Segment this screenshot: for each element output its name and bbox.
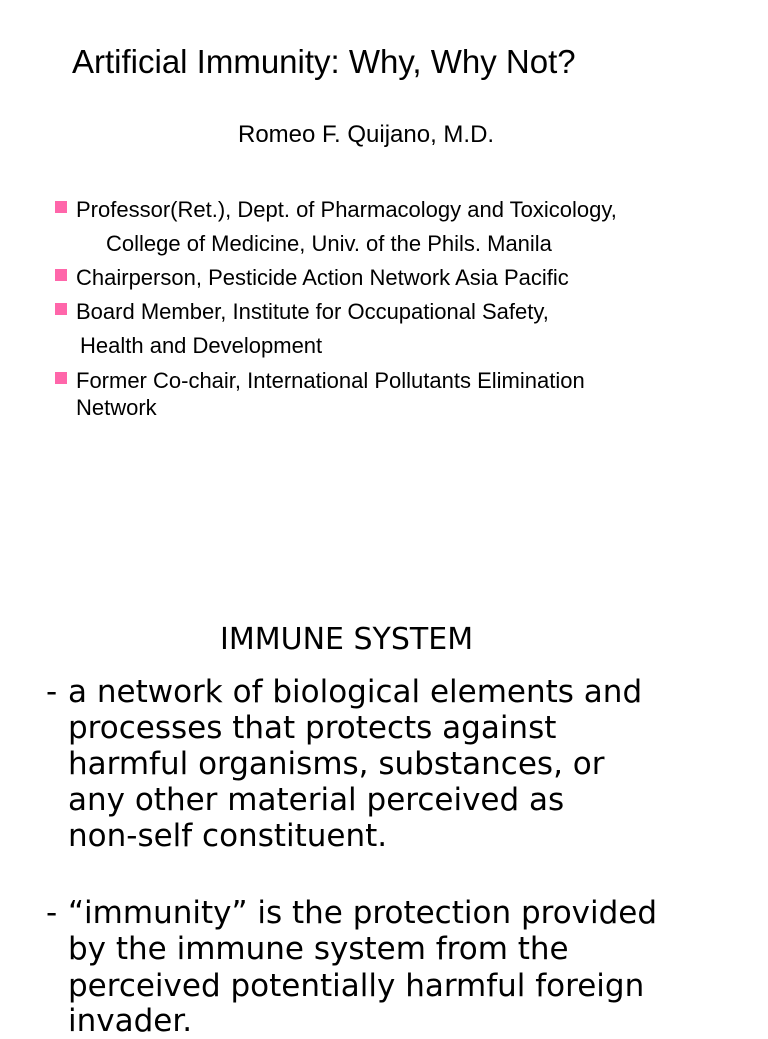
definition-line: harmful organisms, substances, or bbox=[68, 746, 605, 782]
bullet-text-continued: Network bbox=[76, 395, 157, 420]
square-bullet-icon bbox=[55, 201, 67, 213]
author-name: Romeo F. Quijano, M.D. bbox=[238, 121, 495, 148]
dash-marker: - bbox=[46, 674, 58, 710]
bullet-text: Chairperson, Pesticide Action Network Asia Pacific bbox=[76, 265, 569, 290]
definition-line: any other material perceived as bbox=[68, 782, 565, 818]
slide-title: Artificial Immunity: Why, Why Not? bbox=[72, 43, 576, 80]
bullet-text: Professor(Ret.), Dept. of Pharmacology and Toxicology, bbox=[76, 197, 617, 222]
definition-line: a network of biological elements and bbox=[68, 674, 643, 710]
definition-line: by the immune system from the bbox=[68, 931, 569, 967]
definition-line: perceived potentially harmful foreign bbox=[68, 968, 645, 1004]
definition-line: non-self constituent. bbox=[68, 818, 388, 854]
bullet-text-continued: College of Medicine, Univ. of the Phils. Manila bbox=[106, 231, 552, 256]
credentials-list bbox=[0, 0, 768, 430]
definition-line: invader. bbox=[68, 1003, 193, 1039]
square-bullet-icon bbox=[55, 372, 67, 384]
bullet-text: Board Member, Institute for Occupational Safety, bbox=[76, 299, 549, 324]
square-bullet-icon bbox=[55, 269, 67, 281]
square-bullet-icon bbox=[55, 303, 67, 315]
bullet-text-continued: Health and Development bbox=[80, 333, 323, 358]
definition-line: “immunity” is the protection provided bbox=[68, 895, 658, 931]
section-heading: IMMUNE SYSTEM bbox=[220, 622, 474, 657]
dash-marker: - bbox=[46, 895, 58, 931]
definition-line: processes that protects against bbox=[68, 710, 557, 746]
bullet-text: Former Co-chair, International Pollutants Elimination bbox=[76, 368, 585, 393]
